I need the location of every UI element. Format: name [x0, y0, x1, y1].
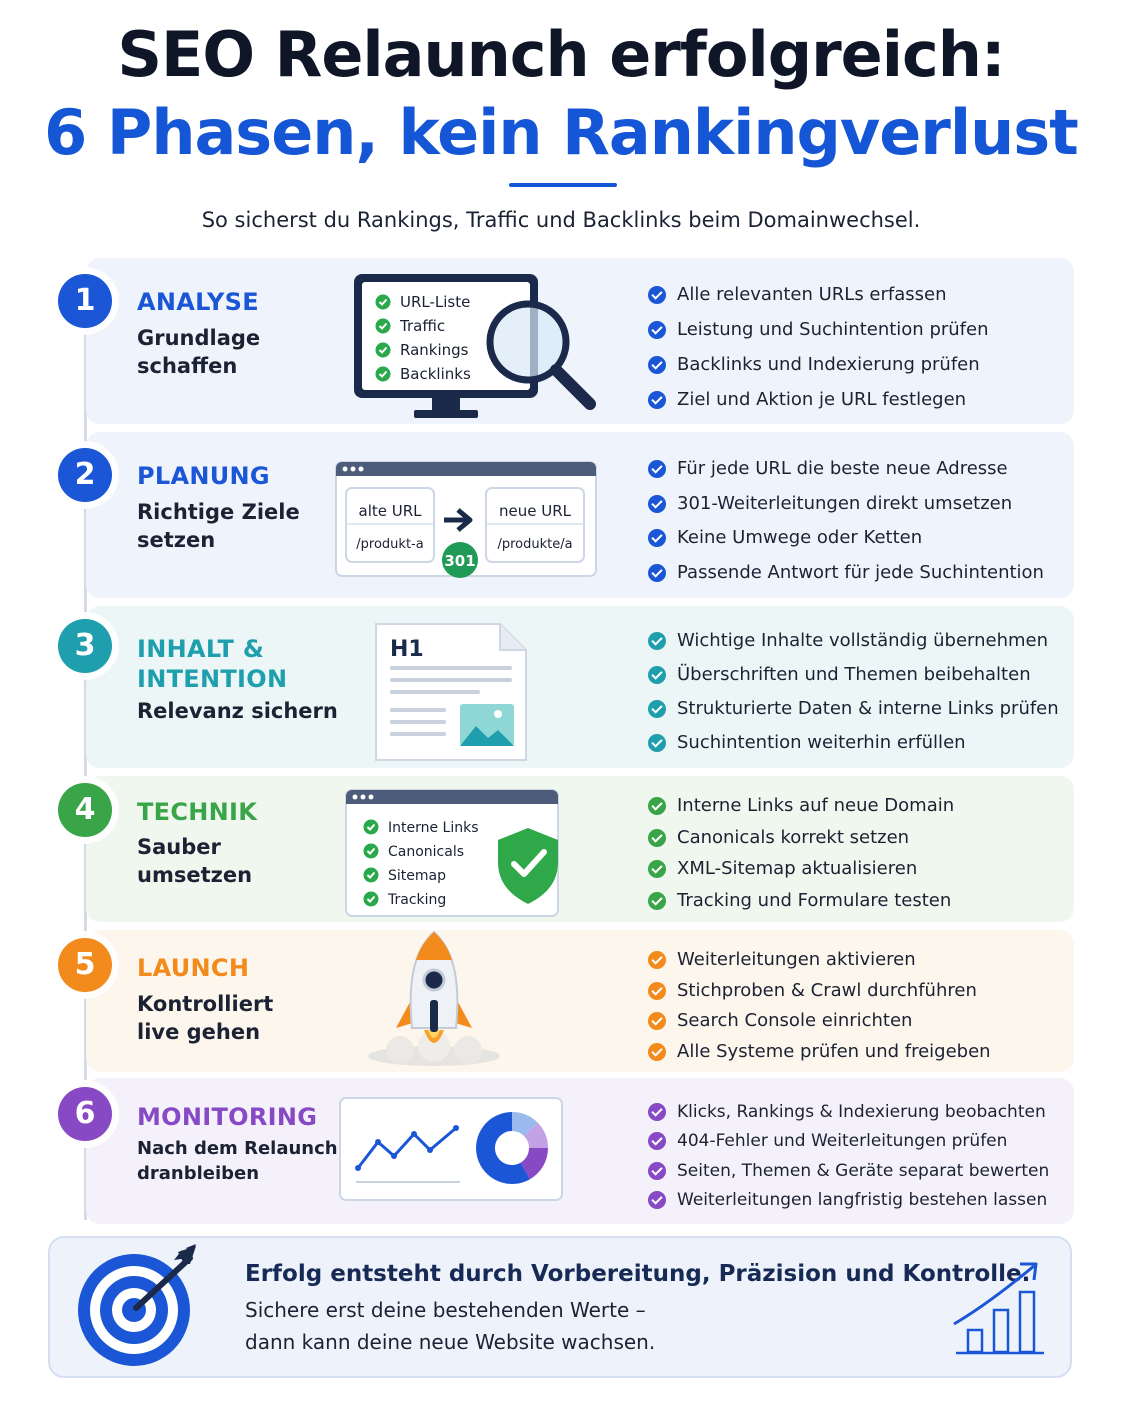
phase-description [137, 990, 273, 1046]
check-icon [648, 632, 666, 650]
phase-checklist [648, 793, 954, 919]
checklist-item: 404-Fehler und Weiterleitungen prüfen [648, 1128, 1049, 1157]
phase-checklist [648, 456, 1044, 594]
phase-number-badge: 5 [58, 938, 112, 992]
checklist-item: Für jede URL die beste neue Adresse [648, 456, 1044, 491]
check-icon [648, 1103, 666, 1121]
check-icon [648, 797, 666, 815]
illustration-label: Canonicals [388, 844, 465, 860]
phase-checklist [648, 947, 991, 1069]
phase-description [137, 324, 260, 380]
checklist-item: Alle Systeme prüfen und freigeben [648, 1039, 991, 1070]
checklist-item: Alle relevanten URLs erfassen [648, 282, 989, 317]
check-icon [648, 982, 666, 1000]
checklist-item: Tracking und Formulare testen [648, 888, 954, 920]
illustration-label: Tracking [388, 892, 447, 908]
rocket-icon [360, 930, 506, 1070]
phase-name-line: INHALT & [137, 635, 265, 663]
checklist-item: Suchintention weiterhin erfüllen [648, 730, 1059, 764]
checklist-item: XML-Sitemap aktualisieren [648, 856, 954, 888]
old-url-path: /produkt-a [356, 537, 424, 552]
page-title-line2: 6 Phasen, kein Rankingverlust [44, 96, 1078, 169]
page-title-line1: SEO Relaunch erfolgreich: [117, 18, 1005, 91]
growth-chart-icon [948, 1258, 1048, 1356]
phase-number-badge: 4 [58, 783, 112, 837]
check-icon [648, 700, 666, 718]
phase-checklist [648, 282, 989, 422]
phase-description-line: Grundlage [137, 326, 261, 350]
check-icon [648, 666, 666, 684]
check-icon [648, 529, 666, 547]
phase-description [137, 833, 252, 889]
phase-number-badge: 1 [58, 274, 112, 328]
checklist-item: Leistung und Suchintention prüfen [648, 317, 989, 352]
phase-description: Relevanz sichern [137, 699, 338, 723]
document-icon [372, 620, 534, 766]
phase-name-line: INTENTION [137, 665, 288, 693]
phase-number-badge: 3 [58, 619, 112, 673]
footer-text-line2: dann kann deine neue Website wachsen. [245, 1330, 656, 1354]
illustration-label: Traffic [400, 317, 446, 335]
illustration-label: Rankings [400, 341, 469, 359]
old-url-label: alte URL [358, 502, 422, 520]
checklist-item: Strukturierte Daten & interne Links prüfen [648, 696, 1059, 730]
check-icon [648, 1191, 666, 1209]
phase-name: ANALYSE [137, 288, 259, 316]
page-subtitle: So sicherst du Rankings, Traffic und Backlinks beim Domainwechsel. [201, 208, 921, 232]
check-icon [648, 951, 666, 969]
illustration-label: URL-Liste [400, 293, 471, 311]
phase-description-line: Nach dem Relaunch [137, 1138, 338, 1159]
phase-number-badge: 6 [58, 1087, 112, 1141]
document-heading: H1 [390, 637, 424, 662]
check-icon [648, 829, 666, 847]
check-icon [648, 1162, 666, 1180]
checklist-item: Klicks, Rankings & Indexierung beobachten [648, 1099, 1049, 1128]
monitor-magnifier-icon [350, 270, 602, 420]
checklist-item: Ziel und Aktion je URL festlegen [648, 387, 989, 422]
phase-description-line: umsetzen [137, 863, 253, 887]
phase-description-line: live gehen [137, 1020, 261, 1044]
check-icon [648, 1043, 666, 1061]
checklist-item: Backlinks und Indexierung prüfen [648, 352, 989, 387]
check-icon [648, 495, 666, 513]
checklist-item: Interne Links auf neue Domain [648, 793, 954, 825]
new-url-path: /produkte/a [497, 537, 573, 552]
checklist-item: Canonicals korrekt setzen [648, 825, 954, 857]
illustration-label: Sitemap [388, 868, 446, 884]
check-icon [648, 1012, 666, 1030]
footer-title: Erfolg entsteht durch Vorbereitung, Präzision und Kontrolle. [245, 1261, 1031, 1287]
check-icon [648, 1132, 666, 1150]
phase-checklist [648, 628, 1059, 764]
checklist-item: Search Console einrichten [648, 1008, 991, 1039]
phase-name: TECHNIK [137, 798, 258, 826]
status-301-badge: 301 [444, 552, 476, 570]
phase-number-badge: 2 [58, 448, 112, 502]
check-icon [648, 391, 666, 409]
phase-description-line: schaffen [137, 354, 238, 378]
target-arrow-icon [74, 1244, 208, 1368]
phase-description-line: setzen [137, 528, 216, 552]
check-icon [648, 286, 666, 304]
checklist-item: Seiten, Themen & Geräte separat bewerten [648, 1158, 1049, 1187]
phase-description-line: Kontrolliert [137, 992, 274, 1016]
check-icon [648, 460, 666, 478]
illustration-label: Backlinks [400, 365, 471, 383]
checklist-item: Stichproben & Crawl durchführen [648, 978, 991, 1009]
checklist-item: Keine Umwege oder Ketten [648, 525, 1044, 560]
check-icon [648, 892, 666, 910]
title-divider [509, 183, 617, 187]
checklist-item: Weiterleitungen langfristig bestehen lassen [648, 1187, 1049, 1216]
phase-name: PLANUNG [137, 462, 270, 490]
checklist-item: Passende Antwort für jede Suchintention [648, 560, 1044, 595]
shield-check-icon [344, 788, 562, 918]
check-icon [648, 564, 666, 582]
phase-description [137, 498, 300, 554]
checklist-item: Weiterleitungen aktivieren [648, 947, 991, 978]
checklist-item: Überschriften und Themen beibehalten [648, 662, 1059, 696]
image-icon [460, 704, 514, 746]
new-url-label: neue URL [499, 502, 571, 520]
phase-description [137, 1136, 338, 1186]
phase-name: MONITORING [137, 1103, 318, 1131]
checklist-item: 301-Weiterleitungen direkt umsetzen [648, 491, 1044, 526]
line-chart-donut-icon [338, 1096, 564, 1202]
check-icon [648, 321, 666, 339]
illustration-label: Interne Links [388, 820, 479, 836]
phase-name: LAUNCH [137, 954, 250, 982]
phase-description-line: dranbleiben [137, 1163, 260, 1184]
check-icon [648, 734, 666, 752]
check-icon [648, 356, 666, 374]
phase-description-line: Sauber [137, 835, 221, 859]
phase-name [137, 634, 287, 694]
phase-description-line: Richtige Ziele [137, 500, 300, 524]
redirect-browser-icon [334, 460, 600, 582]
phase-checklist [648, 1099, 1049, 1216]
checklist-item: Wichtige Inhalte vollständig übernehmen [648, 628, 1059, 662]
check-icon [648, 860, 666, 878]
footer-text-line1: Sichere erst deine bestehenden Werte – [245, 1298, 646, 1322]
